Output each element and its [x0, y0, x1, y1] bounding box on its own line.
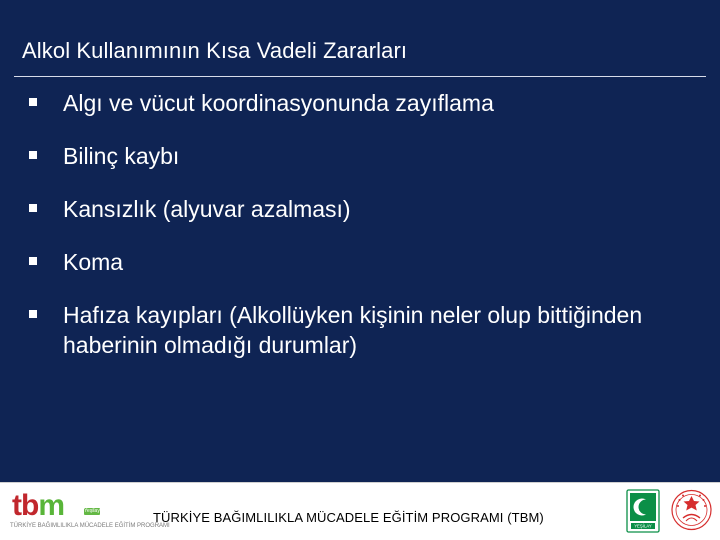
svg-text:YEŞİLAY: YEŞİLAY [634, 523, 652, 529]
ministry-emblem-graphic [669, 486, 714, 536]
bullet-list [28, 88, 688, 360]
square-bullet-icon [29, 98, 37, 106]
yesilay-logo-graphic [626, 489, 660, 533]
square-bullet-icon [29, 151, 37, 159]
bullet-item-anemia [28, 194, 688, 224]
bullet-item-consciousness [28, 141, 688, 171]
ministry-emblem-icon [669, 486, 714, 536]
bullet-text: Bilinç kaybı [63, 143, 180, 169]
tbm-badge: Yeşilay [84, 508, 100, 514]
bullet-text: Kansızlık (alyuvar azalması) [63, 196, 351, 222]
bullet-text: Hafıza kayıpları (Alkollüyken kişinin neler olup bittiğinden haberinin olmadığı durumlar) [63, 302, 643, 358]
footer-divider [0, 482, 720, 483]
tbm-logo [4, 488, 170, 534]
tbm-tagline: TÜRKİYE BAĞIMLILIKLA MÜCADELE EĞİTİM PROGRAMI [10, 523, 170, 529]
bullet-item-coma [28, 247, 688, 277]
square-bullet-icon [29, 310, 37, 318]
bullet-text: Koma [63, 249, 124, 275]
yesilay-logo [626, 489, 660, 533]
bullet-item-perception [28, 88, 688, 118]
slide-title: Alkol Kullanımının Kısa Vadeli Zararları [22, 38, 408, 63]
bullet-item-memory-loss [28, 300, 688, 360]
square-bullet-icon [29, 204, 37, 212]
tbm-logo-prefix: tb [12, 489, 39, 522]
program-name: TÜRKİYE BAĞIMLILIKLA MÜCADELE EĞİTİM PROGRAMI (TBM) [153, 510, 544, 525]
square-bullet-icon [29, 257, 37, 265]
tbm-logo-text [12, 491, 64, 521]
title-divider [14, 76, 706, 77]
bullet-text: Algı ve vücut koordinasyonunda zayıflama [63, 90, 494, 116]
tbm-logo-m: m [38, 489, 65, 522]
